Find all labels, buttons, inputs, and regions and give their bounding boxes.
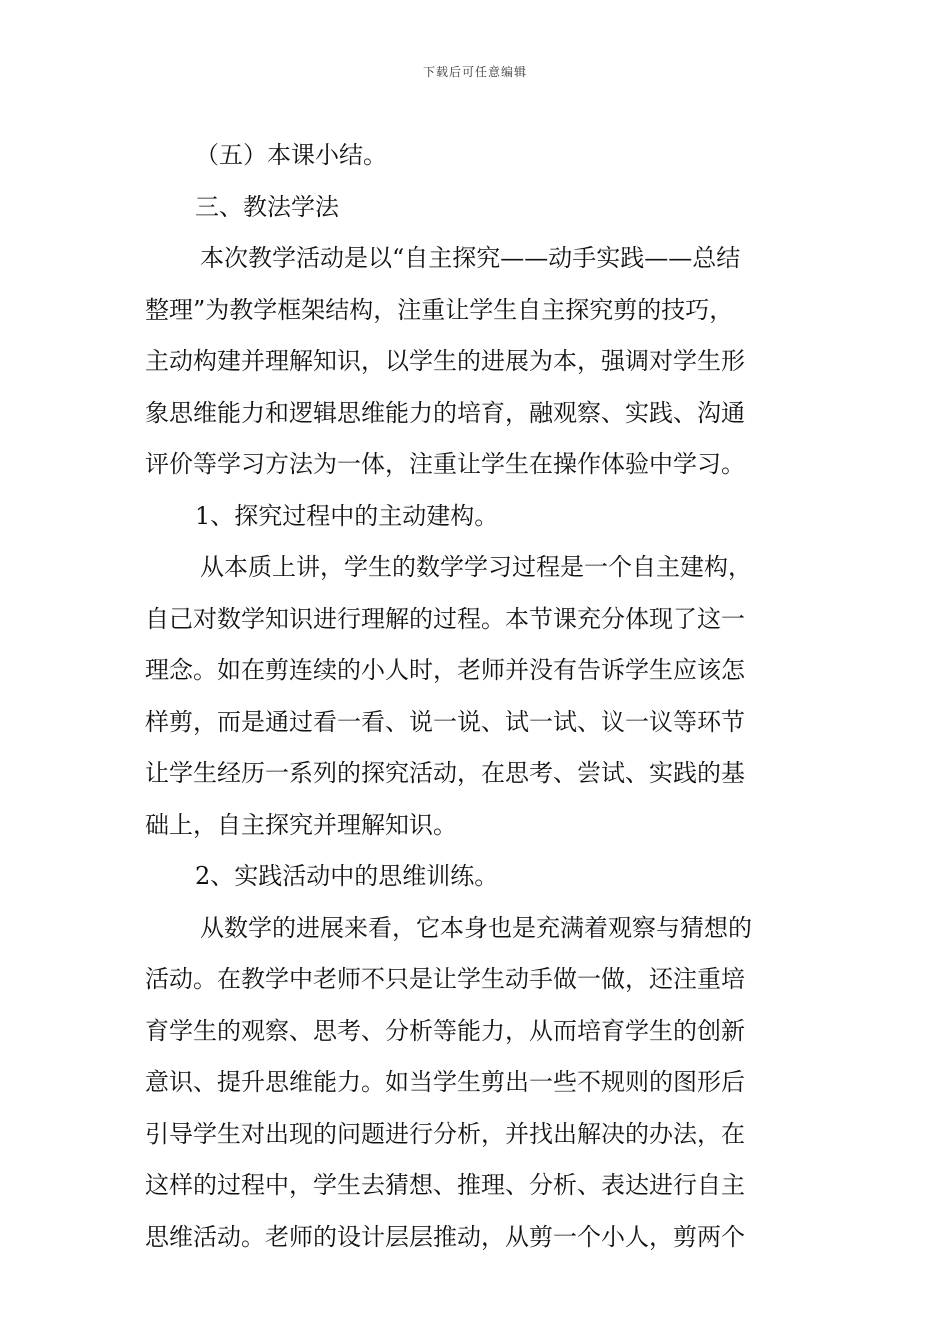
document-body: [145, 130, 825, 1263]
paragraph-line: 这样的过程中，学生去猜想、推理、分析、表达进行自主: [145, 1171, 745, 1199]
paragraph-line: 样剪，而是通过看一看、说一说、试一试、议一议等环节: [145, 707, 745, 736]
section-subheading: （五）本课小结。: [195, 141, 387, 169]
paragraph-line: 主动构建并理解知识，以学生的进展为本，强调对学生形: [145, 347, 745, 375]
paragraph-line: 理念。如在剪连续的小人时，老师并没有告诉学生应该怎: [145, 656, 745, 684]
paragraph-line: 让学生经历一系列的探究活动，在思考、尝试、实践的基: [145, 759, 745, 787]
paragraph-line: 本次教学活动是以“自主探究——动手实践——总结: [200, 244, 741, 272]
section-heading: 三、教法学法: [195, 192, 339, 221]
paragraph-line: 象思维能力和逻辑思维能力的培育，融观察、实践、沟通: [145, 398, 745, 427]
numbered-heading: 2、实践活动中的思维训练。: [195, 862, 499, 890]
paragraph-line: 评价等学习方法为一体，注重让学生在操作体验中学习。: [145, 450, 745, 478]
numbered-heading: 1、探究过程中的主动建构。: [195, 501, 499, 530]
paragraph-line: 自己对数学知识进行理解的过程。本节课充分体现了这一: [145, 604, 745, 633]
paragraph-line: 整理”为教学框架结构，注重让学生自主探究剪的技巧，: [145, 295, 734, 324]
paragraph-line: 育学生的观察、思考、分析等能力，从而培育学生的创新: [145, 1016, 745, 1045]
page-header: 下载后可任意编辑: [422, 65, 527, 79]
paragraph-line: 从数学的进展来看，它本身也是充满着观察与猜想的: [200, 913, 752, 942]
paragraph-line: 引导学生对出现的问题进行分析，并找出解决的办法，在: [145, 1119, 745, 1148]
paragraph-line: 础上，自主探究并理解知识。: [145, 810, 457, 839]
paragraph-line: 从本质上讲，学生的数学学习过程是一个自主建构，: [200, 553, 752, 581]
paragraph-line: 意识、提升思维能力。如当学生剪出一些不规则的图形后: [145, 1068, 745, 1096]
paragraph-line: 思维活动。老师的设计层层推动，从剪一个小人，剪两个: [145, 1222, 745, 1251]
paragraph-line: 活动。在教学中老师不只是让学生动手做一做，还注重培: [145, 965, 745, 993]
